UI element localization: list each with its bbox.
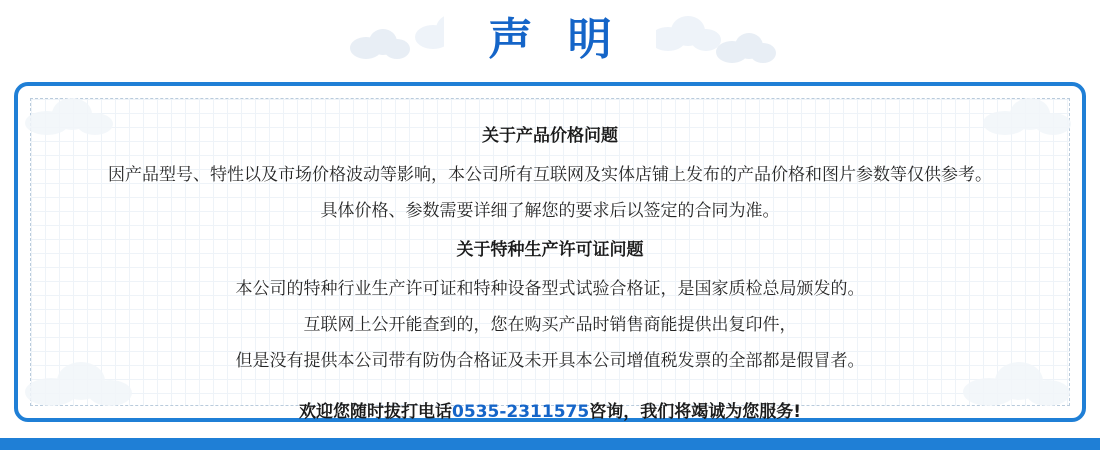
- cloud-icon: [716, 30, 776, 64]
- section-title-license: 关于特种生产许可证问题: [456, 240, 644, 260]
- page-title: 声 明: [488, 14, 622, 65]
- contact-prefix: 欢迎您随时拔打电话: [299, 402, 453, 422]
- license-line-1: 本公司的特种行业生产许可证和特种设备型式试验合格证，是国家质检总局颁发的。: [235, 279, 865, 299]
- license-line-3: 但是没有提供本公司带有防伪合格证及未开具本公司增值税发票的全部都是假冒者。: [235, 351, 865, 371]
- contact-suffix: 咨询，我们将竭诚为您服务!: [589, 402, 801, 422]
- price-line-2: 具体价格、参数需要详细了解您的要求后以签定的合同为准。: [320, 201, 780, 221]
- cloud-icon: [650, 12, 722, 52]
- cloud-icon: [350, 26, 410, 60]
- price-line-1: 因产品型号、特性以及市场价格波动等影响，本公司所有互联网及实体店铺上发布的产品价格和图片参数等仅供参考。: [108, 165, 992, 185]
- statement-frame: [14, 82, 1086, 422]
- license-line-2: 互联网上公开能查到的，您在购买产品时销售商能提供出复印件，: [303, 315, 797, 335]
- statement-panel: [30, 98, 1070, 422]
- section-title-price: 关于产品价格问题: [482, 126, 618, 146]
- contact-line: [61, 397, 1039, 427]
- bottom-accent-bar: [0, 438, 1100, 450]
- contact-phone: 0535-2311575: [452, 402, 590, 422]
- title-container: [0, 0, 1100, 82]
- statement-content: [31, 99, 1069, 427]
- title-box: [444, 7, 655, 75]
- page-header: [0, 0, 1100, 82]
